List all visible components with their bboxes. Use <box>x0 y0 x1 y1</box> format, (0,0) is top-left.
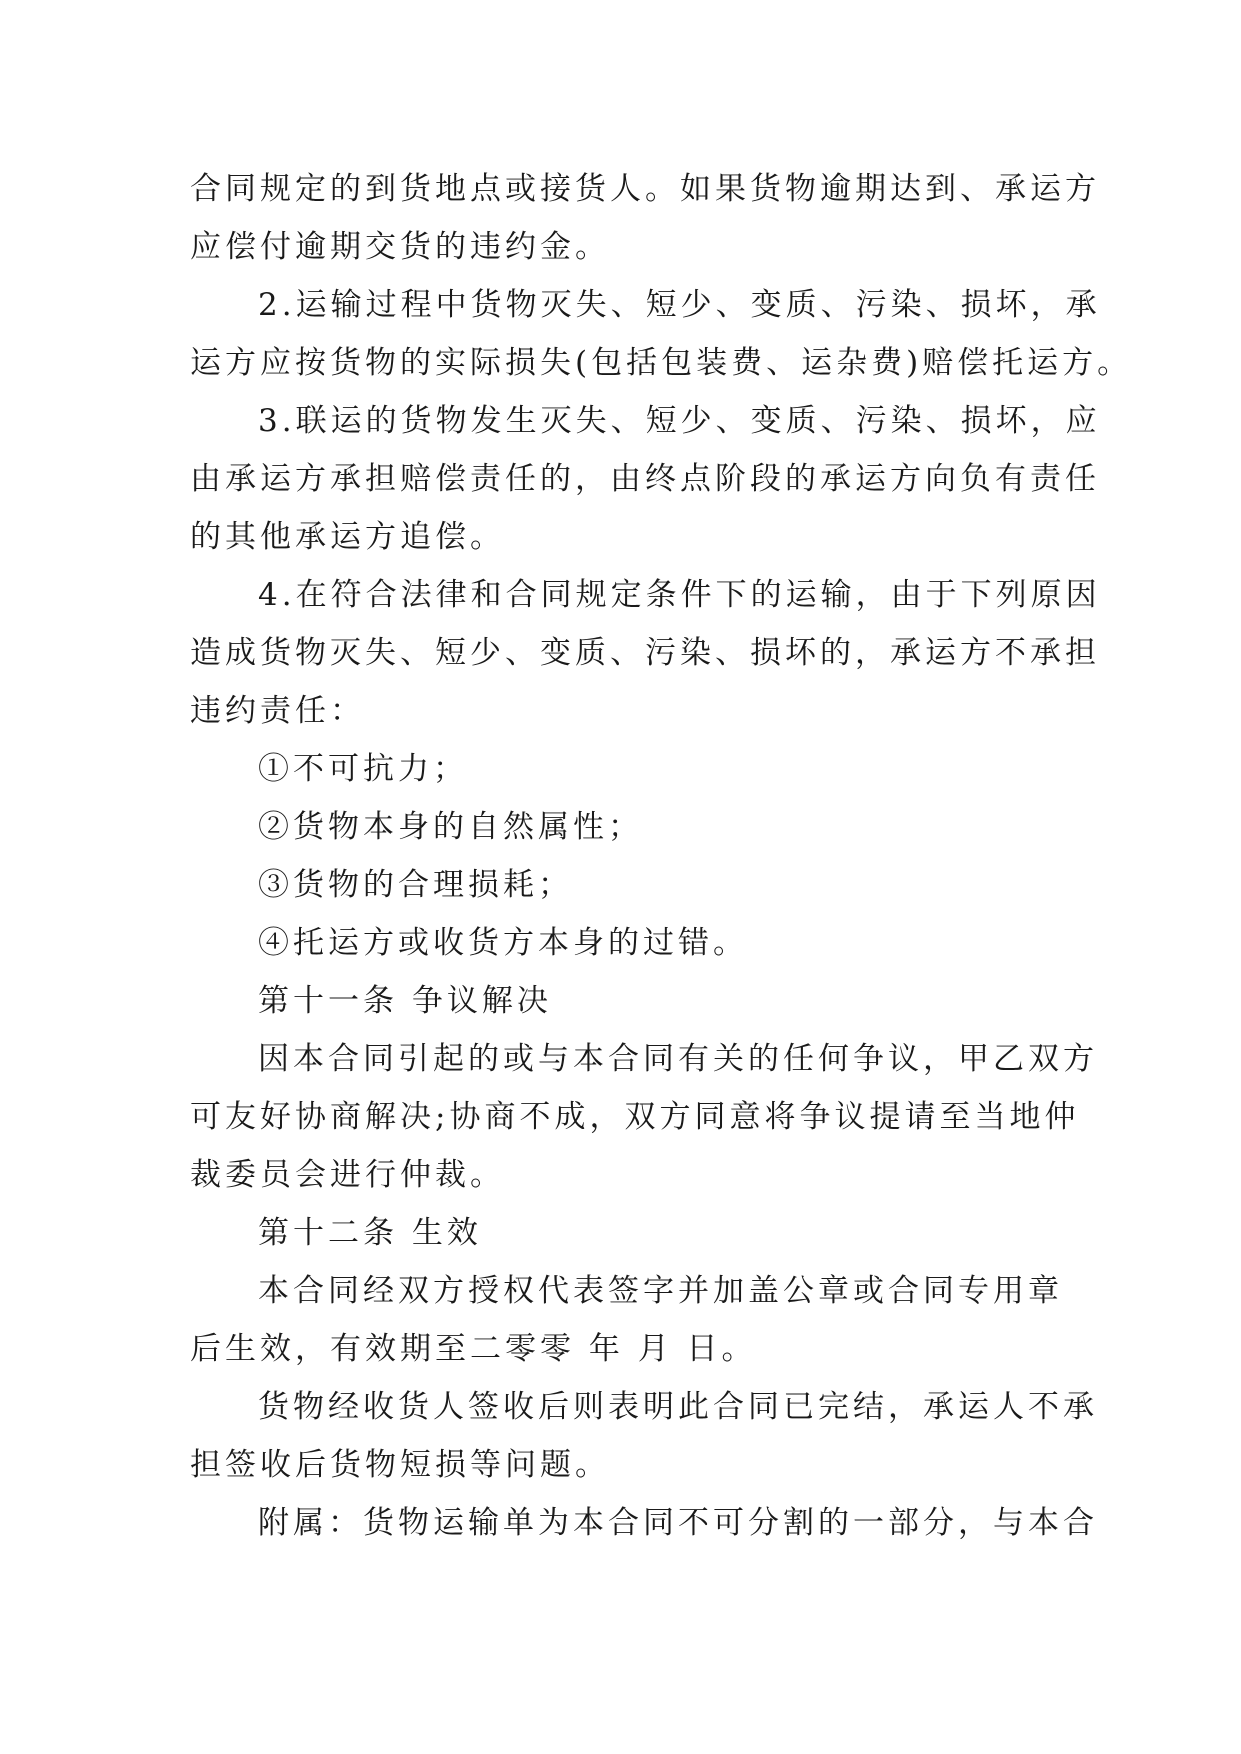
text-line: 3.联运的货物发生灭失、短少、变质、污染、损坏，应 <box>258 403 1101 439</box>
text-line: 后生效，有效期至二零零 年 月 日。 <box>190 1331 757 1367</box>
text-line: 2.运输过程中货物灭失、短少、变质、污染、损坏，承 <box>258 287 1101 323</box>
text-line: 应偿付逾期交货的违约金。 <box>190 229 610 265</box>
text-line: ②货物本身的自然属性； <box>258 809 643 845</box>
text-line: 的其他承运方追偿。 <box>190 519 505 555</box>
text-line: 4.在符合法律和合同规定条件下的运输，由于下列原因 <box>258 577 1101 613</box>
text-line: 本合同经双方授权代表签字并加盖公章或合同专用章 <box>258 1273 1063 1309</box>
contract-text-body <box>190 160 1133 1552</box>
text-line: 因本合同引起的或与本合同有关的任何争议，甲乙双方 <box>258 1041 1098 1077</box>
text-line: ①不可抗力； <box>258 751 468 787</box>
text-line: 担签收后货物短损等问题。 <box>190 1447 610 1483</box>
text-line: 由承运方承担赔偿责任的，由终点阶段的承运方向负有责任 <box>190 461 1100 497</box>
text-line: 违约责任： <box>190 693 365 729</box>
text-line: 造成货物灭失、短少、变质、污染、损坏的，承运方不承担 <box>190 635 1100 671</box>
text-line: 附属：货物运输单为本合同不可分割的一部分，与本合 <box>258 1505 1098 1541</box>
text-line: 运方应按货物的实际损失(包括包装费、运杂费)赔偿托运方。 <box>190 345 1133 381</box>
text-line: 货物经收货人签收后则表明此合同已完结，承运人不承 <box>258 1389 1098 1425</box>
text-line: ③货物的合理损耗； <box>258 867 573 903</box>
text-line: 第十一条 争议解决 <box>258 983 552 1019</box>
text-line: 第十二条 生效 <box>258 1215 482 1251</box>
text-line: 可友好协商解决;协商不成，双方同意将争议提请至当地仲 <box>190 1099 1080 1135</box>
text-line: 裁委员会进行仲裁。 <box>190 1157 505 1193</box>
text-line: ④托运方或收货方本身的过错。 <box>258 925 748 961</box>
text-line: 合同规定的到货地点或接货人。如果货物逾期达到、承运方 <box>190 171 1100 207</box>
